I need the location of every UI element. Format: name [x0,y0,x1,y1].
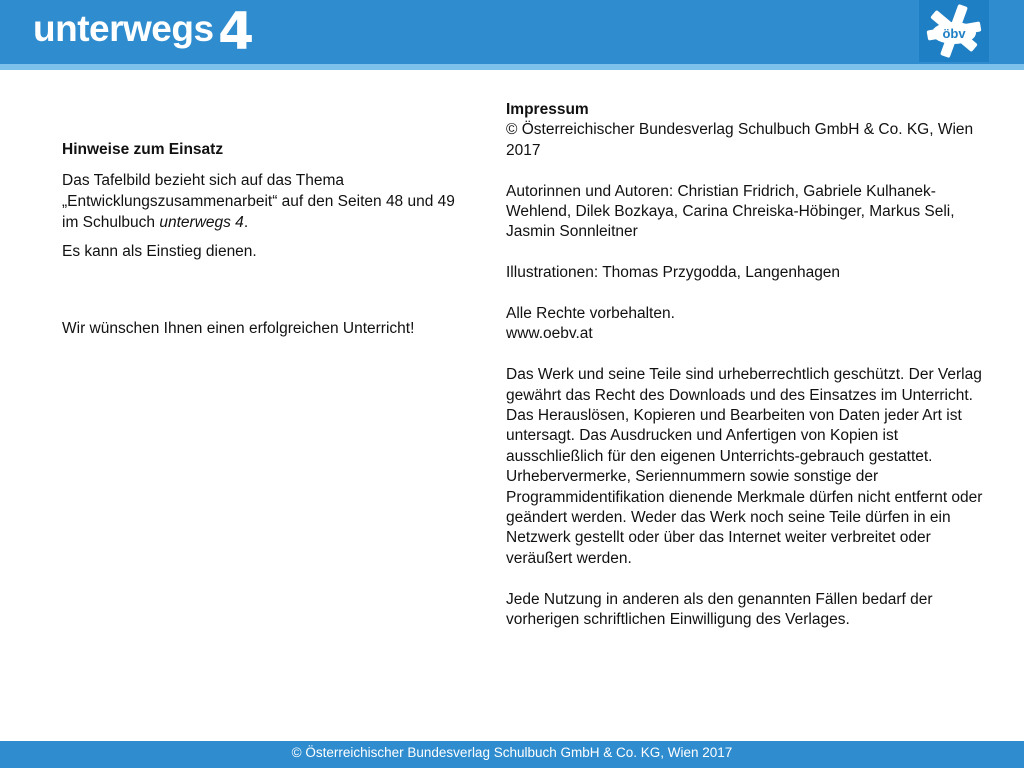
usage-notes-paragraph [62,170,462,233]
publisher-logo [919,0,989,62]
imprint-rights: Alle Rechte vorbehalten. [506,305,675,323]
imprint-usage-text: Jede Nutzung in anderen als den genannten Fällen bedarf der vorherigen schriftlichen Einwilligung des Verlages. [506,590,933,629]
imprint-heading: Impressum [506,101,589,118]
book-title-number: 4 [218,2,255,62]
usage-notes-heading: Hinweise zum Einsatz [62,141,224,158]
imprint [506,100,996,630]
closing-line: Wir wünschen Ihnen einen erfolgreichen Unterricht! [62,320,415,337]
book-title: unterwegs [33,8,214,49]
imprint-illustrations: Illustrationen: Thomas Przygodda, Langenhagen [506,264,841,282]
footer-bar [0,741,1024,768]
paragraph-text: Das Tafelbild bezieht sich auf das Thema „Entwicklungszusammenarbeit“ auf den Seiten 48 und 49 im Schulbuch [62,172,455,231]
paragraph-end: . [243,214,249,231]
usage-notes [62,139,462,347]
imprint-website: www.oebv.at [506,325,593,343]
header-stripe [0,64,1024,70]
imprint-legal-text: Das Werk und seine Teile sind urheberrechtlich geschützt. Der Verlag gewährt das Recht des Downloads und des Einsatzes im Unterricht. Das Herauslösen, Kopieren und Bearbeiten von Daten jeder Art ist untersagt. Das Ausdrucken und Anfertigen von Kopien ist ausschließlich für den eigenen Unterrichts-gebrauch gestattet. Urhebervermerke, Seriennummern sowie sonstige der Programmidentifikation dienende Merkmale dürfen nicht entfernt oder geändert werden. Weder das Werk noch seine Teile dürfen in ein Netzwerk gestellt oder über das Internet weiter verbreitet oder veräußert werden. [506,366,983,567]
imprint-authors: Autorinnen und Autoren: Christian Fridrich, Gabriele Kulhanek-Wehlend, Dilek Bozkaya, Carina Chreiska-Höbinger, Markus Seli, Jasmin Sonnleitner [506,182,955,241]
footer-copyright: © Österreichischer Bundesverlag Schulbuch GmbH & Co. KG, Wien 2017 [291,745,733,760]
book-title-italic: unterwegs 4 [159,214,244,231]
logo-text: öbv [942,26,966,41]
usage-notes-paragraph-2: Es kann als Einstieg dienen. [62,243,257,260]
imprint-copyright: © Österreichischer Bundesverlag Schulbuch GmbH & Co. KG, Wien 2017 [506,121,974,159]
